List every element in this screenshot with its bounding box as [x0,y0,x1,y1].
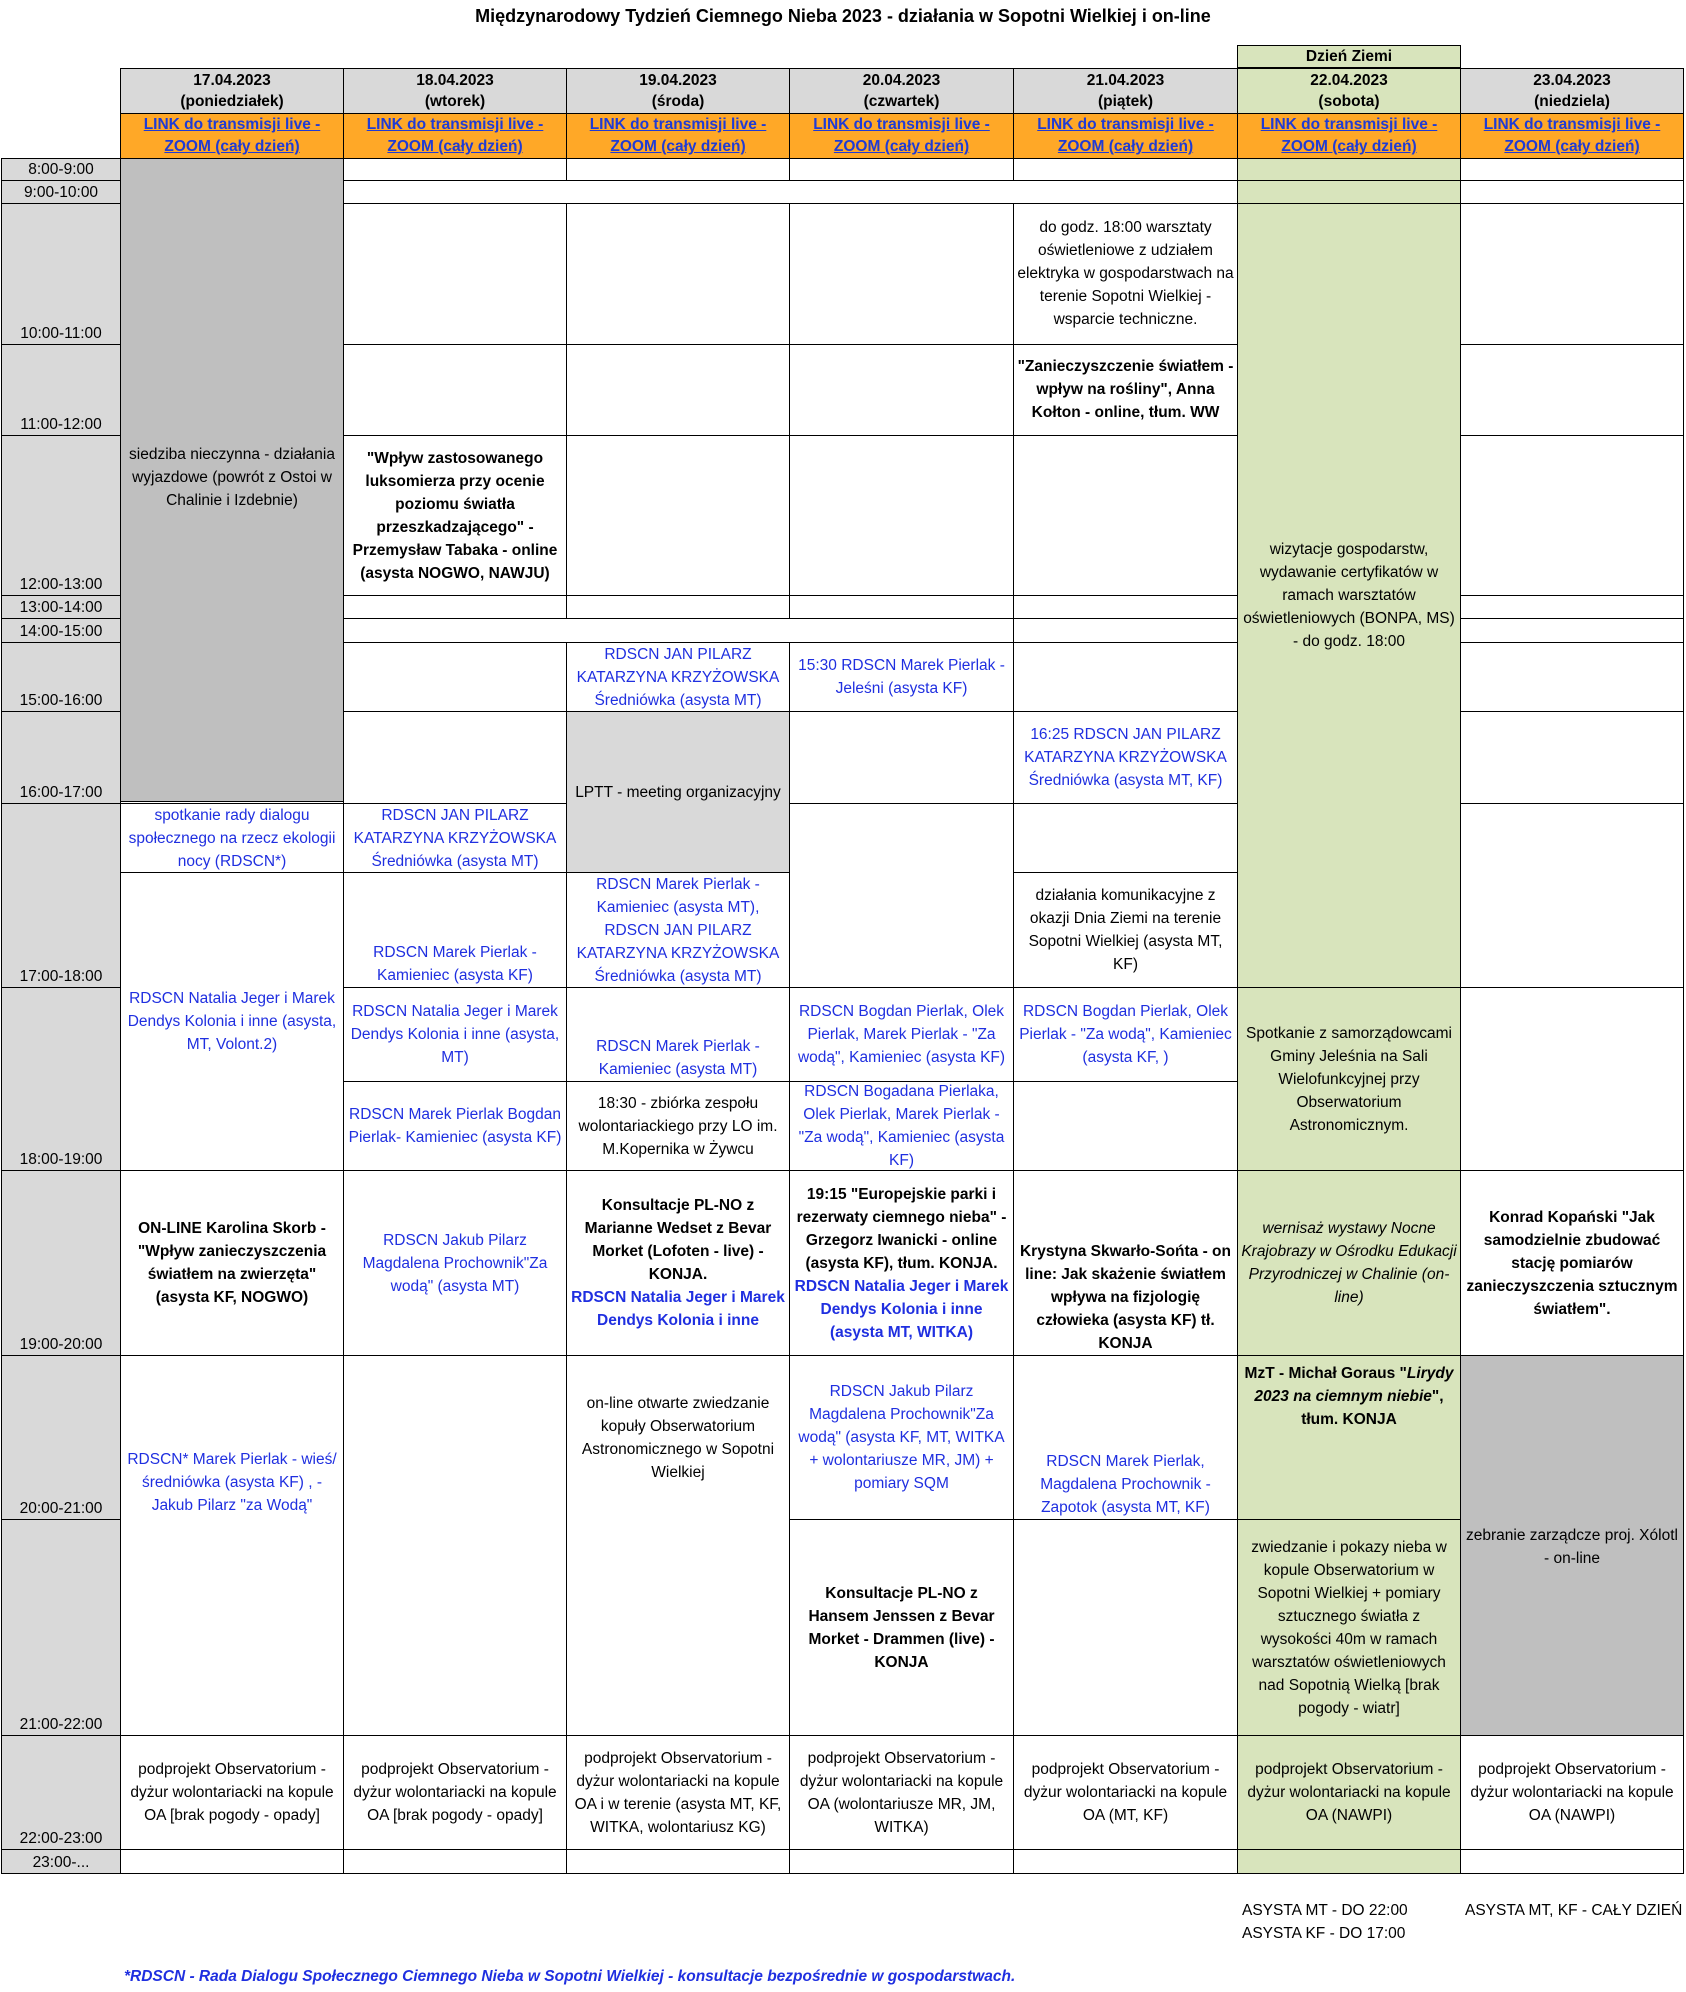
day-header-thu: 20.04.2023 (czwartek) [789,68,1014,114]
time-slot: 22:00-23:00 [1,1735,121,1850]
event-mon-skorb: ON-LINE Karolina Skorb - "Wpływ zanieczyszczenia światłem na zwierzęta" (asysta KF, NOGWO) [120,1170,344,1356]
day-header-wed: 19.04.2023 (środa) [566,68,790,114]
event-sat-wernisaz: wernisaż wystawy Nocne Krajobrazy w Ośrodku Edukacji Przyrodniczej w Chalinie (on-line) [1237,1170,1461,1356]
empty-cell [789,711,1014,804]
empty-cell [1460,987,1684,1171]
empty-cell [789,344,1014,436]
event-sat-wizytacje: wizytacje gospodarstw, wydawanie certyfikatów w ramach warsztatów oświetleniowych (BONPA, MS) - do godz. 18:00 [1237,203,1461,988]
asysta-mt: ASYSTA MT - DO 22:00 [1242,1902,1408,1919]
empty-cell [1460,711,1684,804]
event-thu-iwanicki: 19:15 "Europejskie parki i rezerwaty ciemnego nieba" - Grzegorz Iwanicki - online (asysta KF), tłum. KONJA. RDSCN Natalia Jeger i Marek Dendys Kolonia i inne (asysta MT, WITKA) [789,1170,1014,1356]
empty-cell [566,203,790,345]
empty-cell [343,1355,567,1736]
event-mon-away: siedziba nieczynna - działania wyjazdowe (powrót z Ostoi w Chalinie i Izdebnie) [120,158,344,802]
event-mon-jeger: RDSCN Natalia Jeger i Marek Dendys Kolonia i inne (asysta, MT, Volont.2) [120,872,344,1171]
empty-cell [1460,595,1684,619]
day-header-sun: 23.04.2023 (niedziela) [1460,68,1684,114]
empty-cell [789,435,1014,596]
live-link-mon[interactable]: LINK do transmisji live - ZOOM (cały dzień) [120,113,344,159]
empty-cell [343,203,567,345]
earth-cell [1237,180,1461,204]
empty-cell [1460,158,1684,181]
event-tue-kamieniec: RDSCN Marek Pierlak - Kamieniec (asysta KF) [343,872,567,988]
live-link-sun[interactable]: LINK do transmisji live - ZOOM (cały dzień) [1460,113,1684,159]
time-slot: 8:00-9:00 [1,158,121,181]
day-header-sat: 22.04.2023 (sobota) [1237,68,1461,114]
footnote: *RDSCN - Rada Dialogu Społecznego Ciemnego Nieba w Sopotni Wielkiej - konsultacje bezpośrednie w gospodarstwach. [124,1968,1016,1985]
time-slot: 11:00-12:00 [1,344,121,436]
live-link-sat[interactable]: LINK do transmisji live - ZOOM (cały dzień) [1237,113,1461,159]
empty-cell [1460,618,1684,643]
event-fri-pilarz: 16:25 RDSCN JAN PILARZ KATARZYNA KRZYŻOWSKA Średniówka (asysta MT, KF) [1013,711,1238,804]
empty-cell [1013,435,1238,596]
event-wed-observatorium: podprojekt Observatorium - dyżur wolontariacki na kopule OA i w terenie (asysta MT, KF, WITKA, wolontariusz KG) [566,1735,790,1850]
empty-cell [1460,203,1684,345]
event-thu-bogdan: RDSCN Bogdan Pierlak, Olek Pierlak, Marek Pierlak - "Za wodą", Kamieniec (asysta KF) [789,987,1014,1082]
earth-cell [1237,1849,1461,1874]
day-header-fri: 21.04.2023 (piątek) [1013,68,1238,114]
empty-cell [1013,642,1238,712]
empty-cell [1460,435,1684,596]
event-sun-xolotl: zebranie zarządcze proj. Xólotl - on-line [1460,1355,1684,1736]
event-tue-jakub: RDSCN Jakub Pilarz Magdalena Prochownik"Za wodą" (asysta MT) [343,1170,567,1356]
event-mon-pierlak: RDSCN* Marek Pierlak - wieś/ średniówka (asysta KF) , - Jakub Pilarz "za Wodą" [120,1355,344,1736]
empty-cell [789,1849,1014,1874]
empty-cell [120,1849,344,1874]
empty-cell [1013,803,1238,873]
empty-cell [1460,344,1684,436]
empty-cell [566,344,790,436]
event-fri-bogdan: RDSCN Bogdan Pierlak, Olek Pierlak - "Za wodą", Kamieniec (asysta KF, ) [1013,987,1238,1082]
empty-cell [1460,642,1684,712]
day-header-tue: 18.04.2023 (wtorek) [343,68,567,114]
event-wed-jeger: RDSCN Natalia Jeger i Marek Dendys Kolonia i inne [571,1289,785,1329]
event-thu-observatorium: podprojekt Observatorium - dyżur wolontariacki na kopule OA (wolontariusze MR, JM, WITKA) [789,1735,1014,1850]
event-tue-pilarz: RDSCN JAN PILARZ KATARZYNA KRZYŻOWSKA Średniówka (asysta MT) [343,803,567,873]
empty-cell [343,1849,567,1874]
event-sat-observatorium: podprojekt Observatorium - dyżur wolontariacki na kopule OA (NAWPI) [1237,1735,1461,1850]
event-thu-jeger: RDSCN Natalia Jeger i Marek Dendys Kolonia i inne (asysta MT, WITKA) [794,1277,1009,1341]
empty-cell [566,435,790,596]
event-wed-konsultacje: Konsultacje PL-NO z Marianne Wedset z Bevar Morket (Lofoten - live) - KONJA. RDSCN Natalia Jeger i Marek Dendys Kolonia i inne [566,1170,790,1356]
empty-cell [789,203,1014,345]
empty-cell [343,642,567,712]
event-sat-goraus-c: ", tłum. KONJA [1301,1388,1444,1428]
event-sun-observatorium: podprojekt Observatorium - dyżur wolontariacki na kopule OA (NAWPI) [1460,1735,1684,1850]
empty-cell [1013,1519,1238,1736]
time-slot: 20:00-21:00 [1,1355,121,1520]
time-slot: 15:00-16:00 [1,642,121,712]
time-slot: 12:00-13:00 [1,435,121,596]
event-wed-zbiorka: 18:30 - zbiórka zespołu wolontariackiego przy LO im. M.Kopernika w Żywcu [566,1081,790,1171]
empty-cell [789,158,1014,181]
event-wed-kopula: on-line otwarte zwiedzanie kopuły Obserwatorium Astronomicznego w Sopotni Wielkiej [566,1355,790,1736]
event-fri-warsztaty: do godz. 18:00 warsztaty oświetleniowe z udziałem elektryka w gospodarstwach na terenie Sopotni Wielkiej - wsparcie techniczne. [1013,203,1238,345]
event-wed-pilarz: RDSCN JAN PILARZ KATARZYNA KRZYŻOWSKA Średniówka (asysta MT) [566,642,790,712]
empty-cell [1013,158,1238,181]
event-tue-bogdan: RDSCN Marek Pierlak Bogdan Pierlak- Kamieniec (asysta KF) [343,1081,567,1171]
live-link-tue[interactable]: LINK do transmisji live - ZOOM (cały dzień) [343,113,567,159]
event-tue-jeger: RDSCN Natalia Jeger i Marek Dendys Kolonia i inne (asysta, MT) [343,987,567,1082]
empty-cell [343,344,567,436]
asysta-all-day: ASYSTA MT, KF - CAŁY DZIEŃ [1465,1902,1683,1919]
event-thu-jelesni: 15:30 RDSCN Marek Pierlak - Jeleśni (asysta KF) [789,642,1014,712]
asysta-kf: ASYSTA KF - DO 17:00 [1242,1925,1406,1942]
live-link-wed[interactable]: LINK do transmisji live - ZOOM (cały dzień) [566,113,790,159]
time-slot: 10:00-11:00 [1,203,121,345]
empty-cell [566,595,790,619]
time-slot: 21:00-22:00 [1,1519,121,1736]
event-sat-goraus-a: MzT - Michał Goraus " [1244,1365,1407,1382]
event-wed-lptt: LPTT - meeting organizacyjny [566,711,790,873]
time-slot: 19:00-20:00 [1,1170,121,1356]
day-header-mon: 17.04.2023 (poniedziałek) [120,68,344,114]
earth-day-label: Dzień Ziemi [1237,45,1461,68]
page-title: Międzynarodowy Tydzień Ciemnego Nieba 2023 - działania w Sopotni Wielkiej i on-line [475,6,1211,26]
empty-cell [343,595,567,619]
time-slot: 13:00-14:00 [1,595,121,619]
empty-cell [343,618,1014,643]
empty-cell [1460,1849,1684,1874]
empty-cell [789,803,1014,988]
earth-cell [1237,158,1461,181]
event-sun-kopanski: Konrad Kopański "Jak samodzielnie zbudować stację pomiarów zanieczyszczenia sztucznym światłem". [1460,1170,1684,1356]
event-fri-skwarlo: Krystyna Skwarło-Sońta - on line: Jak skażenie światłem wpływa na fizjologię człowieka (asysta KF) tł. KONJA [1013,1170,1238,1356]
event-tue-tabaka: "Wpływ zastosowanego luksomierza przy ocenie poziomu światła przeszkadzającego" - Przemysław Tabaka - online (asysta NOGWO, NAWJU) [343,435,567,596]
event-mon-council: spotkanie rady dialogu społecznego na rzecz ekologii nocy (RDSCN*) [120,803,344,873]
event-thu-jenssen: Konsultacje PL-NO z Hansem Jenssen z Bevar Morket - Drammen (live) - KONJA [789,1519,1014,1736]
empty-cell [789,595,1014,619]
empty-cell [1460,803,1684,988]
event-tue-observatorium: podprojekt Observatorium - dyżur wolontariacki na kopule OA [brak pogody - opady] [343,1735,567,1850]
event-sat-samorzad: Spotkanie z samorządowcami Gminy Jeleśnia na Sali Wielofunkcyjnej przy Obserwatorium Astronomicznym. [1237,987,1461,1171]
event-sat-goraus [1237,1355,1461,1520]
empty-cell [1013,595,1238,619]
event-fri-observatorium: podprojekt Observatorium - dyżur wolontariacki na kopule OA (MT, KF) [1013,1735,1238,1850]
empty-cell [566,1849,790,1874]
time-slot: 16:00-17:00 [1,711,121,804]
event-thu-jakub: RDSCN Jakub Pilarz Magdalena Prochownik"Za wodą" (asysta KF, MT, WITKA + wolontariusze MR, JM) + pomiary SQM [789,1355,1014,1520]
time-slot: 14:00-15:00 [1,618,121,643]
event-wed-combo: RDSCN Marek Pierlak - Kamieniec (asysta MT), RDSCN JAN PILARZ KATARZYNA KRZYŻOWSKA Średniówka (asysta MT) [566,872,790,988]
event-mon-observatorium: podprojekt Observatorium - dyżur wolontariacki na kopule OA [brak pogody - opady] [120,1735,344,1850]
empty-cell [343,711,567,804]
event-sat-zwiedzanie: zwiedzanie i pokazy nieba w kopule Obserwatorium w Sopotni Wielkiej + pomiary sztucznego światła z wysokości 40m w ramach warsztatów oświetleniowych nad Sopotnią Wielką [brak pogody - wiatr] [1237,1519,1461,1736]
empty-cell [343,158,567,181]
live-link-fri[interactable]: LINK do transmisji live - ZOOM (cały dzień) [1013,113,1238,159]
event-wed-kamieniec: RDSCN Marek Pierlak - Kamieniec (asysta MT) [566,987,790,1082]
time-slot: 18:00-19:00 [1,987,121,1171]
empty-cell [1013,1849,1238,1874]
time-slot: 17:00-18:00 [1,803,121,988]
event-fri-kolton: "Zanieczyszczenie światłem - wpływ na rośliny", Anna Kołton - online, tłum. WW [1013,344,1238,436]
live-link-thu[interactable]: LINK do transmisji live - ZOOM (cały dzień) [789,113,1014,159]
event-fri-zapotok: RDSCN Marek Pierlak, Magdalena Prochownik - Zapotok (asysta MT, KF) [1013,1355,1238,1520]
time-slot: 23:00-... [1,1849,121,1874]
empty-cell [1013,1081,1238,1171]
time-slot: 9:00-10:00 [1,180,121,204]
event-thu-bogdana: RDSCN Bogadana Pierlaka, Olek Pierlak, Marek Pierlak - "Za wodą", Kamieniec (asysta KF) [789,1081,1014,1171]
empty-cell [566,158,790,181]
event-fri-komunikacja: działania komunikacyjne z okazji Dnia Ziemi na terenie Sopotni Wielkiej (asysta MT, KF) [1013,872,1238,988]
event-sat-goraus-title: Lirydy 2023 na ciemnym niebie [1254,1365,1454,1405]
empty-cell [1460,180,1684,204]
